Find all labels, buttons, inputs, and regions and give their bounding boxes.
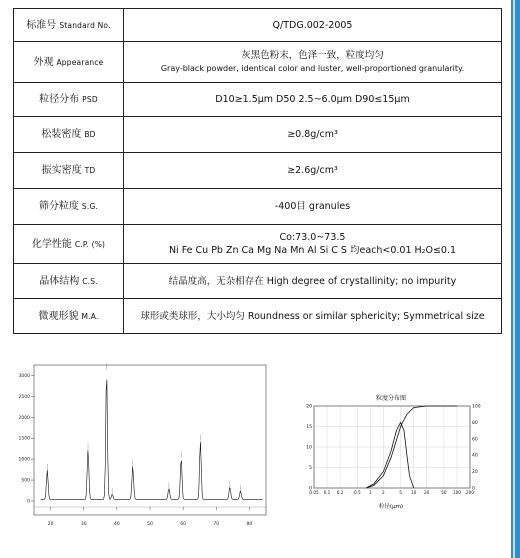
row-value [124, 225, 502, 264]
table-row [14, 83, 502, 117]
row-label [14, 299, 124, 334]
xrd-x-tick-label: 70 [213, 522, 220, 527]
label-en: Standard No. [59, 20, 111, 30]
label-en: PSD [82, 95, 98, 104]
psd-x-tick-label: 200 [466, 490, 474, 495]
label-en: Appearance [56, 57, 104, 67]
label-en: BD [84, 130, 96, 139]
table-row [14, 264, 502, 299]
psd-y-right-tick-label: 40 [472, 453, 478, 459]
psd-differential-curve [366, 422, 414, 488]
table-row [14, 225, 502, 264]
xrd-x-tick-label: 50 [147, 522, 153, 527]
label-cn: 晶体结构 [39, 275, 80, 287]
psd-x-label: 粒径(μm) [378, 504, 404, 510]
label-en: C.P. (%) [74, 239, 106, 249]
psd-y-left-tick-label: 20 [306, 404, 312, 410]
psd-x-tick-label: 2 [382, 490, 385, 495]
xrd-y-tick-label: 3000 [18, 373, 30, 379]
label-cn: 筛分粒度 [38, 201, 79, 212]
psd-y-right-tick-label: 20 [472, 470, 478, 476]
psd-chart [292, 392, 490, 512]
label-cn: 粒径分布 [39, 94, 80, 105]
xrd-y-tick-label: 2500 [18, 394, 30, 400]
psd-x-tick-label: 5 [399, 490, 402, 495]
psd-x-tick-label: 1 [369, 490, 372, 495]
row-label [14, 264, 124, 299]
xrd-frame [34, 365, 266, 515]
label-en: C.S. [82, 276, 98, 286]
xrd-x-tick-label: 40 [113, 522, 120, 527]
label-cn: 化学性能 [31, 238, 72, 250]
row-value [124, 299, 502, 334]
row-label [14, 83, 124, 117]
table-row [14, 42, 502, 83]
row-value [124, 117, 502, 153]
xrd-y-tick-label: 1000 [18, 457, 30, 463]
psd-y-left-tick-label: 5 [309, 466, 312, 471]
xrd-y-tick-label: 0 [27, 499, 30, 505]
row-value [124, 42, 502, 83]
row-label [14, 42, 124, 83]
xrd-ticks [19, 373, 253, 527]
xrd-peaks [41, 364, 263, 500]
label-en: M.A. [81, 311, 99, 321]
value-line: 结晶度高，无杂相存在 High degree of crystallinity; no impurity [168, 275, 457, 287]
xrd-y-tick-label: 500 [21, 478, 30, 484]
psd-y-left-tick-label: 15 [306, 425, 312, 430]
value-line: 灰黑色粉末，色泽一致，粒度均匀 [241, 50, 384, 61]
psd-y-right-tick-label: 0 [472, 486, 475, 492]
xrd-x-tick-label: 60 [180, 522, 187, 527]
value-line: Ni Fe Cu Pb Zn Ca Mg Na Mn Al Si C S 均each<0.01 H₂O≤0.1 [168, 245, 457, 256]
row-label [14, 117, 124, 153]
row-value [124, 189, 502, 225]
psd-y-right-tick-label: 60 [472, 437, 478, 443]
xrd-x-tick-label: 80 [246, 522, 253, 527]
xrd-x-tick-label: 20 [47, 522, 54, 527]
label-cn: 标准号 [26, 19, 57, 31]
row-label [14, 225, 124, 264]
psd-y-left-tick-label: 0 [309, 486, 312, 492]
value-line: ≥2.6g/cm³ [287, 165, 338, 176]
label-cn: 振实密度 [41, 165, 82, 176]
row-value [124, 153, 502, 189]
xrd-y-tick-label: 2000 [18, 415, 30, 421]
table-row [14, 117, 502, 153]
table-row [14, 9, 502, 42]
value-line: Q/TDG.002-2005 [272, 19, 353, 31]
psd-y-right-tick-label: 80 [472, 420, 478, 426]
row-value [124, 9, 502, 42]
label-cn: 微观形貌 [38, 310, 79, 322]
psd-x-tick-label: 0.2 [336, 490, 344, 495]
psd-x-tick-label: 0.05 [309, 490, 319, 495]
value-line: ≥0.8g/cm³ [287, 129, 338, 140]
psd-x-tick-label: 100 [452, 490, 461, 495]
xrd-chart [16, 355, 271, 535]
value-line: D10≥1.5μm D50 2.5~6.0μm D90≤15μm [215, 94, 410, 105]
value-line: Gray-black powder, identical color and luster, well-proportioned granularity. [160, 64, 465, 73]
xrd-pattern-line [41, 380, 263, 500]
label-en: TD [84, 166, 96, 175]
psd-x-tick-label: 10 [410, 490, 417, 495]
psd-x-tick-label: 20 [424, 490, 430, 495]
row-label [14, 9, 124, 42]
row-label [14, 153, 124, 189]
value-line: -400目 granules [274, 201, 351, 212]
page-edge-highlight [513, 0, 515, 558]
xrd-x-tick-label: 30 [80, 522, 87, 527]
psd-title: 粒度分布图 [375, 395, 407, 402]
spec-table [13, 8, 502, 334]
xrd-y-tick-label: 1500 [18, 436, 30, 442]
label-cn: 松装密度 [41, 129, 82, 140]
row-value [124, 83, 502, 117]
psd-y-right-tick-label: 100 [472, 404, 481, 410]
psd-x-tick-label: 50 [441, 490, 447, 495]
table-row [14, 299, 502, 334]
label-en: S.G. [81, 202, 99, 211]
table-row [14, 153, 502, 189]
psd-x-tick-label: 0.5 [353, 490, 361, 495]
row-value [124, 264, 502, 299]
value-line: Co:73.0~73.5 [279, 232, 346, 243]
row-label [14, 189, 124, 225]
label-cn: 外观 [33, 56, 54, 68]
psd-y-left-tick-label: 10 [306, 445, 312, 451]
psd-x-tick-label: 0.1 [323, 490, 331, 495]
table-row [14, 189, 502, 225]
value-line: 球形或类球形，大小均匀 Roundness or similar sphericity; Symmetrical size [140, 310, 485, 322]
